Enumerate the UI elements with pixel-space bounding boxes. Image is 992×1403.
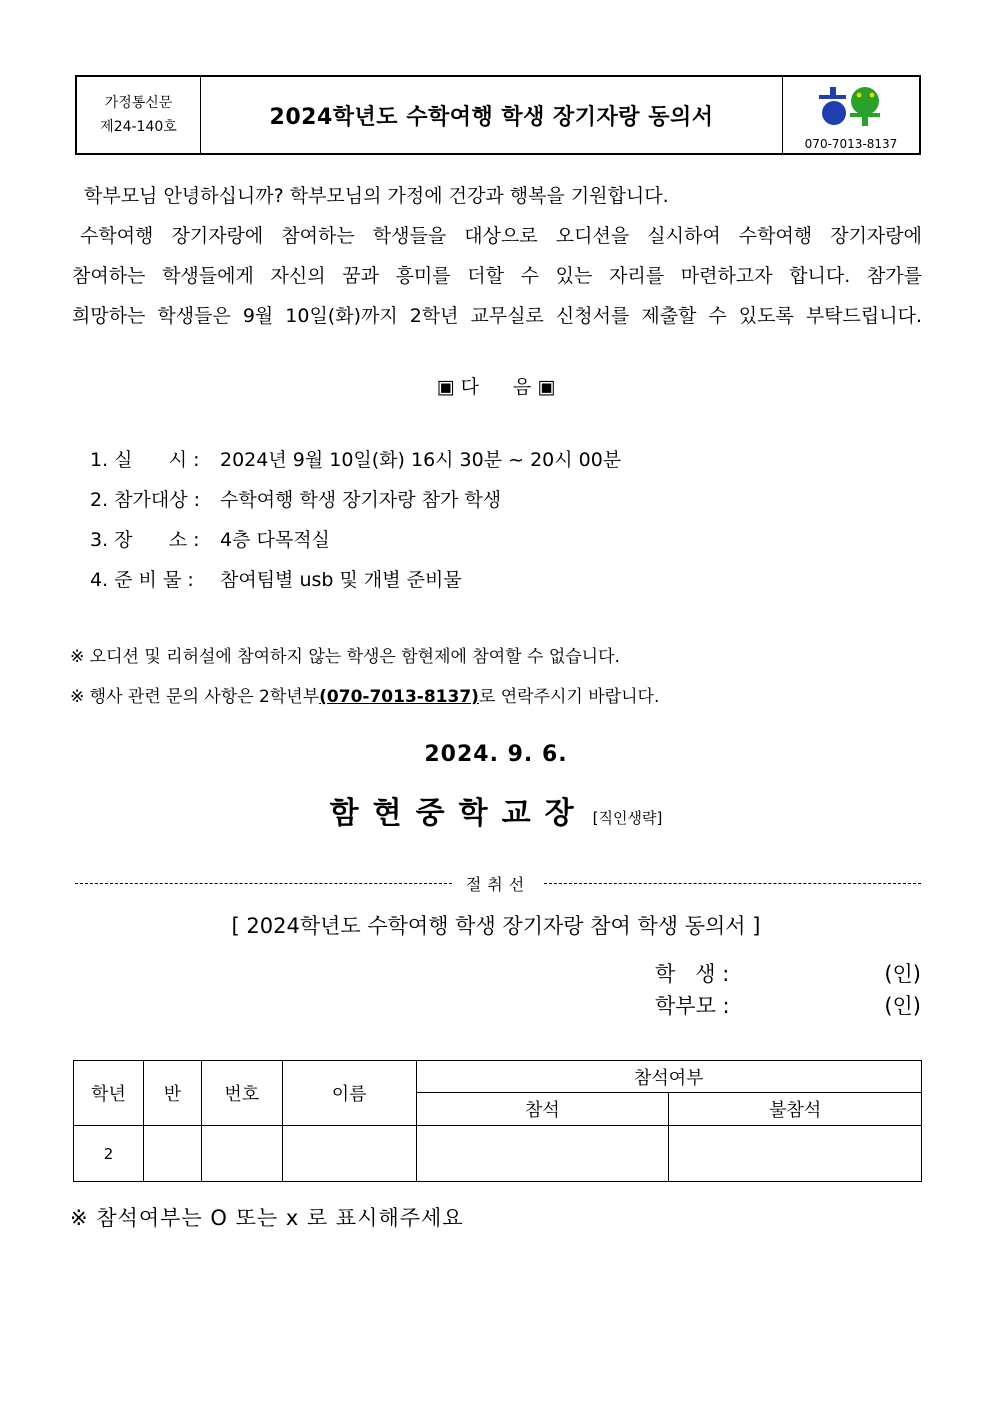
header-grade: 학년 [74,1061,144,1126]
intro-line: 희망하는 학생들은 9월 10일(화)까지 2학년 교무실로 신청서를 제출할 수 있도록 부탁드립니다. [72,305,922,327]
notice-heading [0,372,992,399]
cell-number[interactable] [201,1126,282,1182]
header-class: 반 [143,1061,201,1126]
cut-line [75,872,921,895]
intro-line: 학부모님 안녕하십니까? 학부모님의 가정에 건강과 행복을 기원합니다. [84,185,669,207]
intro-paragraph [72,176,922,336]
header-number: 번호 [201,1061,282,1126]
document-header [75,75,921,155]
detail-item [90,480,621,520]
doc-number: 제24-140호 [100,119,177,135]
detail-value: 수학여행 학생 장기자랑 참가 학생 [220,489,502,511]
doc-info [77,77,201,153]
note-contact [70,680,659,720]
contact-phone: (070-7013-8137) [319,687,479,707]
dash-left [75,883,452,884]
cell-attend[interactable] [416,1126,669,1182]
detail-label: 3. 장 소 : [90,529,200,551]
school-logo-icon [817,83,883,127]
header-attendance: 참석여부 [416,1061,921,1093]
note-contact-post: 로 연락주시기 바랍니다. [478,687,660,707]
detail-label: 4. 준 비 물 : [90,569,194,591]
notes [70,640,659,720]
principal-name: 함현중학교장 [329,796,588,831]
note-contact-pre: ※ 행사 관련 문의 사항은 2학년부 [70,687,320,707]
parent-sign-line [655,990,921,1020]
detail-value: 참여팀별 usb 및 개별 준비물 [220,569,462,591]
detail-label: 2. 참가대상 : [90,489,201,511]
detail-item [90,560,621,600]
cell-absent[interactable] [669,1126,922,1182]
detail-item [90,440,621,480]
detail-value: 4층 다목적실 [220,529,330,551]
student-label: 학 생 : [655,962,730,986]
note-audition: ※ 오디션 및 리허설에 참여하지 않는 학생은 함현제에 참여할 수 없습니다. [70,647,620,667]
intro-line: 수학여행 장기자랑에 참여하는 학생들을 대상으로 오디션을 실시하여 수학여행 장기자랑에 [80,225,922,247]
detail-item [90,520,621,560]
cell-name[interactable] [282,1126,416,1182]
detail-label: 1. 실 시 : [90,449,200,471]
doc-type: 가정통신문 [104,95,173,111]
intro-line: 참여하는 학생들에게 자신의 꿈과 흥미를 더할 수 있는 자리를 마련하고자 합니다. 참가를 [72,265,922,287]
header-phone: 070-7013-8137 [804,137,898,151]
notice-left: ▣ 다 [436,376,479,398]
document-title: 2024학년도 수학여행 학생 장기자랑 동의서 [269,104,714,130]
attendance-table [73,1060,922,1182]
parent-seal: (인) [884,994,921,1018]
detail-value: 2024년 9월 10일(화) 16시 30분 ~ 20시 00분 [220,449,622,471]
school-logo-box [782,77,919,153]
student-sign-line [655,958,921,988]
dash-right [544,883,921,884]
cut-line-label: 절취선 [465,875,531,894]
principal-signature [0,788,992,832]
header-attend: 참석 [416,1093,669,1126]
event-details [90,440,621,600]
parent-label: 학부모 : [655,994,730,1018]
consent-title: [ 2024학년도 수학여행 학생 장기자랑 참여 학생 동의서 ] [231,914,761,938]
student-seal: (인) [884,962,921,986]
cell-class[interactable] [143,1126,201,1182]
seal-omitted: [직인생략] [592,809,663,827]
cell-grade: 2 [74,1126,144,1182]
footnote: ※ 참석여부는 O 또는 x 로 표시해주세요 [70,1206,464,1230]
header-absent: 불참석 [669,1093,922,1126]
issue-date: 2024. 9. 6. [424,742,568,767]
notice-right: 음 ▣ [513,376,556,398]
header-name: 이름 [282,1061,416,1126]
